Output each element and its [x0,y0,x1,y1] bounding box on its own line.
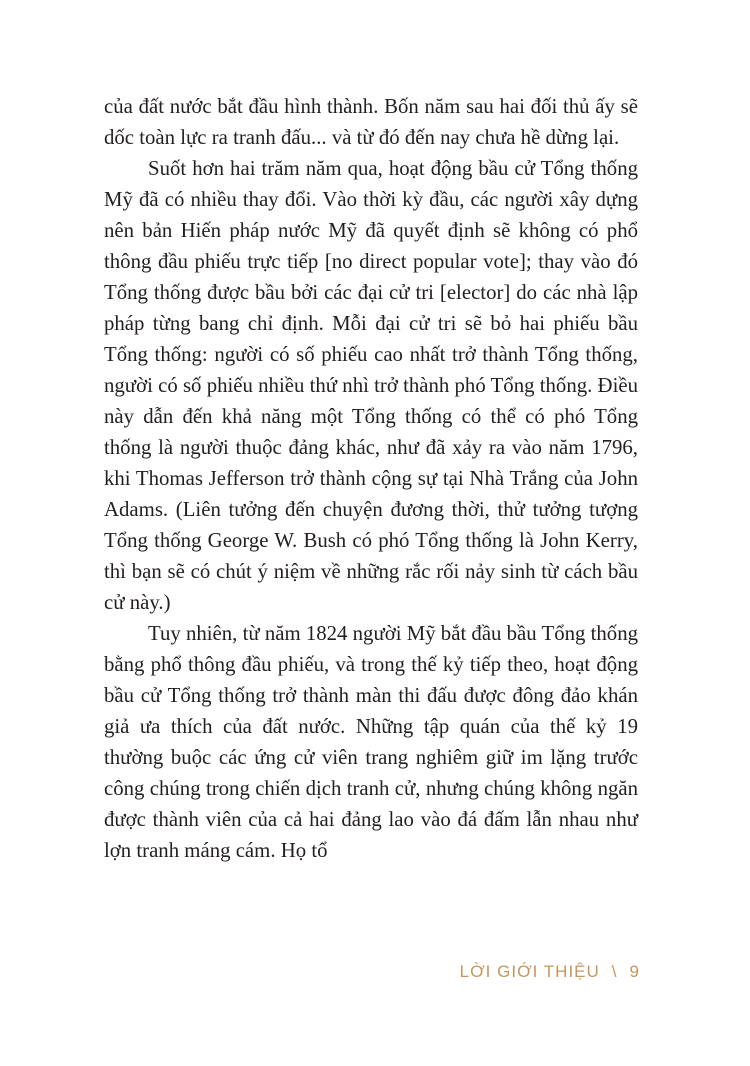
paragraph-popular-vote: Tuy nhiên, từ năm 1824 người Mỹ bắt đầu bầu Tổng thống bằng phổ thông đầu phiếu, và trong thế kỷ tiếp theo, hoạt động bầu cử Tổng thống trở thành màn thi đấu được đông đảo khán giả ưa thích của đất nước. Những tập quán của thế kỷ 19 thường buộc các ứng cử viên trang nghiêm giữ im lặng trước công chúng trong chiến dịch tranh cử, nhưng chúng không ngăn được thành viên của cả hai đảng lao vào đá đấm lẫn nhau như lợn tranh máng cám. Họ tổ [104,622,638,862]
page-number: 9 [629,962,640,981]
body-text [104,91,638,866]
footer-separator: \ [611,962,618,981]
paragraph-election-history: Suốt hơn hai trăm năm qua, hoạt động bầu cử Tổng thống Mỹ đã có nhiều thay đổi. Vào thời kỳ đầu, các người xây dựng nên bản Hiến pháp nước Mỹ đã quyết định sẽ không có phổ thông đầu phiếu trực tiếp [no direct popular vote]; thay vào đó Tổng thống được bầu bởi các đại cử tri [elector] do các nhà lập pháp từng bang chỉ định. Mỗi đại cử tri sẽ bỏ hai phiếu bầu Tổng thống: người có số phiếu cao nhất trở thành Tổng thống, người có số phiếu nhiều thứ nhì trở thành phó Tổng thống. Điều này dẫn đến khả năng một Tổng thống có thể có phó Tổng thống là người thuộc đảng khác, như đã xảy ra vào năm 1796, khi Thomas Jefferson trở thành cộng sự tại Nhà Trắng của John Adams. (Liên tưởng đến chuyện đương thời, thử tưởng tượng Tổng thống George W. Bush có phó Tổng thống là John Kerry, thì bạn sẽ có chút ý niệm về những rắc rối nảy sinh từ cách bầu cử này.) [104,157,638,614]
section-title: LỜI GIỚI THIỆU [459,962,600,981]
running-footer [450,962,640,982]
paragraph-continued: của đất nước bắt đầu hình thành. Bốn năm sau hai đối thủ ấy sẽ dốc toàn lực ra tranh đấu... và từ đó đến nay chưa hề dừng lại. [104,95,638,149]
